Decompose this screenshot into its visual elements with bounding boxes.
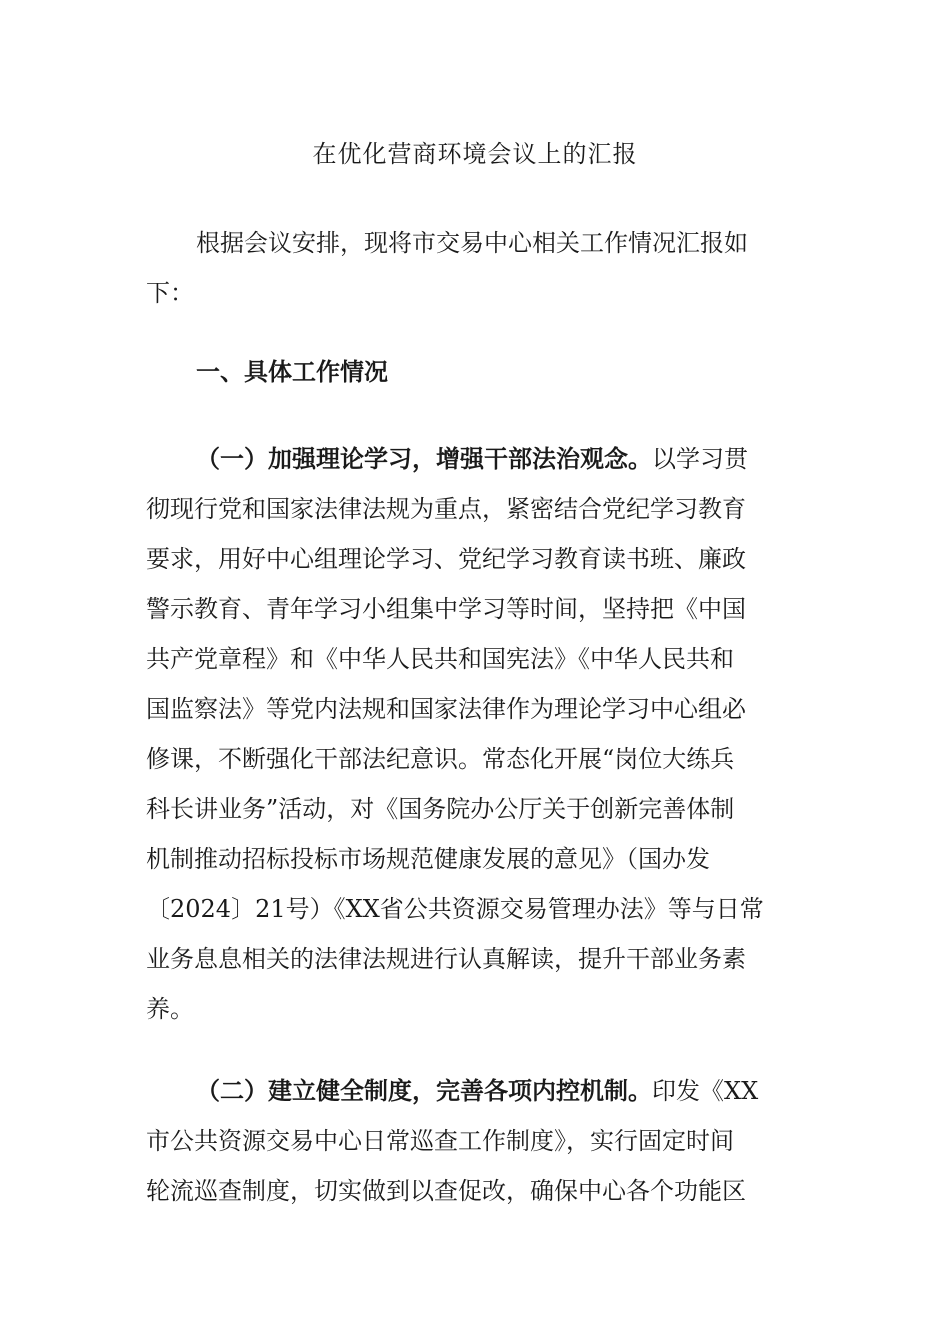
item1-line: 机制推动招标投标市场规范健康发展的意见》（国办发 bbox=[146, 845, 710, 873]
item2-lead: （二）建立健全制度，完善各项内控机制。 bbox=[196, 1076, 652, 1105]
item1-lead: （一）加强理论学习，增强干部法治观念。 bbox=[196, 444, 652, 473]
item1-line: 〔2024〕21号）《XX省公共资源交易管理办法》等与日常 bbox=[146, 895, 764, 923]
item1-line: 警示教育、青年学习小组集中学习等时间，坚持把《中国 bbox=[146, 595, 746, 623]
item1-line: 业务息息相关的法律法规进行认真解读，提升干部业务素 bbox=[146, 945, 746, 973]
item1-line: 国监察法》等党内法规和国家法律作为理论学习中心组必 bbox=[146, 695, 746, 723]
item2-line: 轮流巡查制度，切实做到以查促改，确保中心各个功能区 bbox=[146, 1177, 746, 1205]
item2-first-line bbox=[146, 1066, 806, 1116]
item1-line: 养。 bbox=[146, 995, 194, 1023]
item1-line: 修课，不断强化干部法纪意识。常态化开展“岗位大练兵 bbox=[146, 745, 735, 773]
item2-line: 市公共资源交易中心日常巡查工作制度》，实行固定时间 bbox=[146, 1127, 734, 1155]
item1-line: 要求，用好中心组理论学习、党纪学习教育读书班、廉政 bbox=[146, 545, 746, 573]
intro-line: 根据会议安排，现将市交易中心相关工作情况汇报如 bbox=[196, 229, 748, 257]
item1-first-line bbox=[146, 434, 806, 484]
item1-paragraph bbox=[146, 434, 806, 1034]
item1-first-line-rest: 以学习贯 bbox=[652, 445, 748, 473]
section-heading: 一、具体工作情况 bbox=[196, 357, 388, 386]
item2-paragraph bbox=[146, 1066, 806, 1216]
intro-line: 下： bbox=[146, 279, 194, 307]
item1-line: 彻现行党和国家法律法规为重点，紧密结合党纪学习教育 bbox=[146, 495, 746, 523]
item1-line: 科长讲业务”活动，对《国务院办公厅关于创新完善体制 bbox=[146, 795, 735, 823]
item1-line: 共产党章程》和《中华人民共和国宪法》《中华人民共和 bbox=[146, 645, 734, 673]
intro-paragraph bbox=[146, 218, 806, 318]
item2-first-line-rest: 印发《XX bbox=[652, 1077, 759, 1105]
document-title: 在优化营商环境会议上的汇报 bbox=[312, 140, 638, 168]
